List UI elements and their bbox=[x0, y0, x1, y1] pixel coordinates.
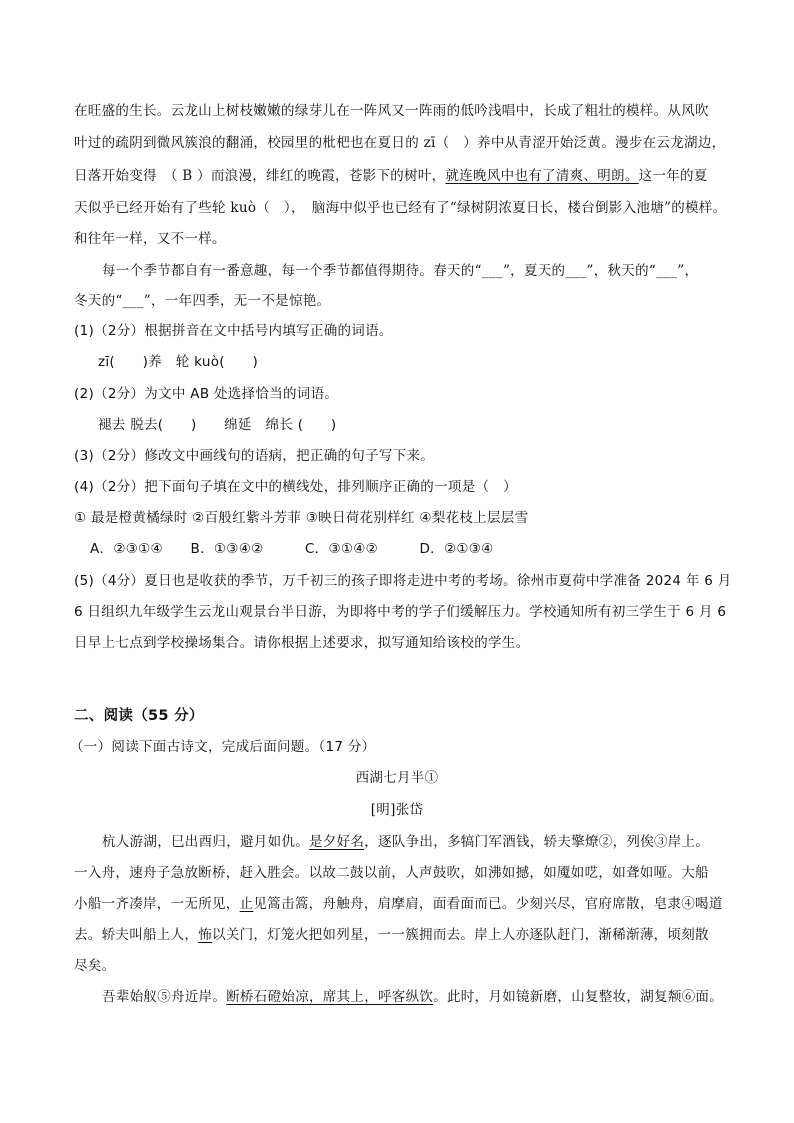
underlined-word-bu: 怖 bbox=[198, 927, 213, 943]
question-5-line-1: (5)（4分）夏日也是收获的季节，万千初三的孩子即将走进中考的考场。徐州市夏荷中学准备 2024 年 6 月 bbox=[74, 573, 732, 589]
classical-line-5: 尽矣。 bbox=[74, 958, 116, 974]
passage-line-3 bbox=[74, 166, 724, 186]
classical-line-1-start: 杭人游湖，巳出酉归，避月如仇。 bbox=[102, 834, 309, 850]
question-3: (3)（2分）修改文中画线句的语病，把正确的句子写下来。 bbox=[74, 448, 435, 464]
classical-line-1 bbox=[102, 832, 752, 852]
classical-line-6-start: 吾辈始舣⑤舟近岸。 bbox=[102, 989, 227, 1005]
underlined-phrase-1: 是夕好名 bbox=[309, 834, 365, 850]
poem-title: 西湖七月半① bbox=[355, 770, 439, 786]
question-5-line-3: 日早上七点到学校操场集合。请你根据上述要求，拟写通知给该校的学生。 bbox=[74, 635, 530, 651]
section-2-subtitle: （一）阅读下面古诗文，完成后面问题。（17 分） bbox=[70, 739, 376, 755]
question-2-items: 褪去 脱去( ) 绵延 绵长 ( ) bbox=[98, 417, 337, 433]
classical-line-6-end: 。此时，月如镜新磨，山复整妆，湖复颒⑥面。 bbox=[433, 989, 724, 1005]
question-4-options: A．②③①④ B．①③④② C．③①④② D．②①③④ bbox=[90, 541, 494, 557]
section-2-title: 二、阅读（55 分） bbox=[74, 708, 204, 724]
question-5-line-2: 6 日组织九年级学生云龙山观景台半日游，为即将中考的学子们缓解压力。学校通知所有初三学生于 6 月 6 bbox=[74, 604, 727, 620]
underlined-word-zhi: 止 bbox=[239, 896, 254, 912]
poem-author: [明]张岱 bbox=[370, 802, 424, 818]
classical-line-4 bbox=[74, 925, 724, 945]
classical-line-3-end: 见篙击篙，舟触舟，肩摩肩，面看面而已。少刻兴尽，官府席散，皂隶④喝道 bbox=[253, 896, 723, 912]
classical-line-6 bbox=[102, 987, 752, 1007]
passage-line-1: 在旺盛的生长。云龙山上树枝嫩嫩的绿芽儿在一阵风又一阵雨的低吟浅唱中，长成了粗壮的模样。从风吹 bbox=[74, 103, 709, 119]
classical-line-3-start: 小船一齐凑岸，一无所见， bbox=[74, 896, 240, 912]
classical-line-4-start: 去。轿夫叫船上人， bbox=[74, 927, 199, 943]
classical-line-4-end: 以关门，灯笼火把如列星，一一簇拥而去。岸上人亦逐队赶门，渐稀渐薄，顷刻散 bbox=[212, 927, 709, 943]
question-4: (4)（2分）把下面句子填在文中的横线处，排列顺序正确的一项是（ ） bbox=[74, 479, 517, 495]
passage-line-7: 冬天的“___”，一年四季，无一不是惊艳。 bbox=[74, 293, 331, 309]
classical-line-3 bbox=[74, 894, 724, 914]
question-2: (2)（2分）为文中 AB 处选择恰当的词语。 bbox=[74, 386, 339, 402]
passage-line-3-end: 这一年的夏 bbox=[638, 168, 708, 184]
passage-line-4: 天似乎已经开始有了些轮 kuò（ ）， 脑海中似乎也已经有了“绿树阴浓夏日长，楼台倒影入池塘”的模样。 bbox=[74, 200, 727, 216]
question-1: (1)（2分）根据拼音在文中括号内填写正确的词语。 bbox=[74, 323, 393, 339]
passage-line-2: 叶过的疏阴到微风簇浪的翻涌，校园里的枇杷也在夏日的 zī（ ）养中从青涩开始泛黄。漫步在云龙湖边， bbox=[74, 135, 726, 151]
underlined-sentence: 就连晚风中也有了清爽、明朗。 bbox=[445, 168, 639, 184]
question-1-items: zī( )养 轮 kuò( ) bbox=[98, 354, 259, 370]
passage-line-5: 和往年一样，又不一样。 bbox=[74, 231, 226, 247]
underlined-sentence-2: 断桥石磴始凉，席其上，呼客纵饮 bbox=[226, 989, 434, 1005]
passage-line-3-start: 日落开始变得 （ B ）而浪漫，绯红的晚霞，苍影下的树叶， bbox=[74, 168, 446, 184]
classical-line-1-end: ，逐队争出，多犒门军酒钱，轿夫擎燎②，列俟③岸上。 bbox=[364, 834, 710, 850]
passage-line-6: 每一个季节都自有一番意趣，每一个季节都值得期待。春天的“___”，夏天的___”，秋天的“___”， bbox=[102, 263, 699, 279]
question-4-sentences: ① 最是橙黄橘绿时 ②百般红紫斗芳菲 ③映日荷花别样红 ④梨花枝上层层雪 bbox=[74, 510, 529, 526]
classical-line-2: 一入舟，速舟子急放断桥，赶入胜会。以故二鼓以前，人声鼓吹，如沸如撼，如魇如呓，如聋如哑。大船 bbox=[74, 865, 709, 881]
